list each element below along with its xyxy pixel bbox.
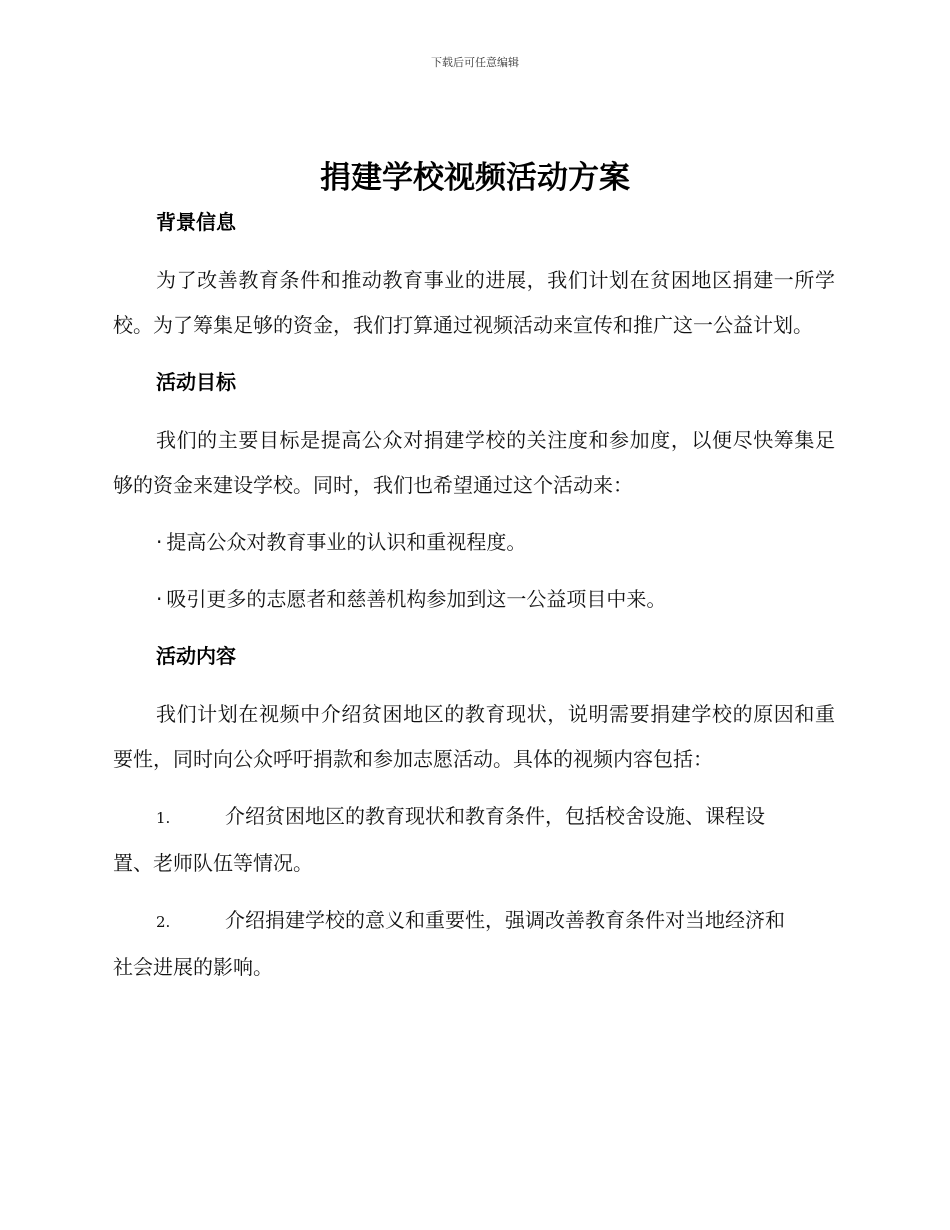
page-header-note: 下载后可任意编辑 xyxy=(431,56,519,69)
document-title: 捐建学校视频活动方案 xyxy=(320,160,630,196)
list-number: 1. xyxy=(156,809,171,827)
list-item-text: 介绍捐建学校的意义和重要性，强调改善教育条件对当地经济和 xyxy=(225,908,785,932)
content-paragraph: 我们计划在视频中介绍贫困地区的教育现状，说明需要捐建学校的原因和重要性，同时向公众呼吁捐款和参加志愿活动。具体的视频内容包括： xyxy=(113,702,835,771)
goals-paragraph: 我们的主要目标是提高公众对捐建学校的关注度和参加度，以便尽快筹集足够的资金来建设学校。同时，我们也希望通过这个活动来： xyxy=(113,428,835,497)
section-heading-background: 背景信息 xyxy=(156,210,236,234)
list-number: 2. xyxy=(156,913,171,931)
section-heading-content: 活动内容 xyxy=(156,644,236,668)
list-item-text-cont: 社会进展的影响。 xyxy=(113,955,273,979)
goal-bullet-text: 提高公众对教育事业的认识和重视程度。 xyxy=(166,530,527,554)
section-heading-goals: 活动目标 xyxy=(156,370,236,394)
list-item-text-cont: 置、老师队伍等情况。 xyxy=(113,851,313,875)
background-paragraph: 为了改善教育条件和推动教育事业的进展，我们计划在贫困地区捐建一所学校。为了筹集足够的资金，我们打算通过视频活动来宣传和推广这一公益计划。 xyxy=(113,268,835,337)
list-item-text: 介绍贫困地区的教育现状和教育条件，包括校舍设施、课程设 xyxy=(225,804,765,828)
content-list-item xyxy=(113,898,835,990)
goal-bullet-text: 吸引更多的志愿者和慈善机构参加到这一公益项目中来。 xyxy=(166,587,667,611)
document-body xyxy=(113,200,835,990)
bullet-dot-icon: · xyxy=(156,587,163,611)
goal-bullet-item xyxy=(113,520,835,565)
goal-bullet-item xyxy=(113,577,835,622)
content-list-item xyxy=(113,794,835,886)
bullet-dot-icon: · xyxy=(156,530,163,554)
